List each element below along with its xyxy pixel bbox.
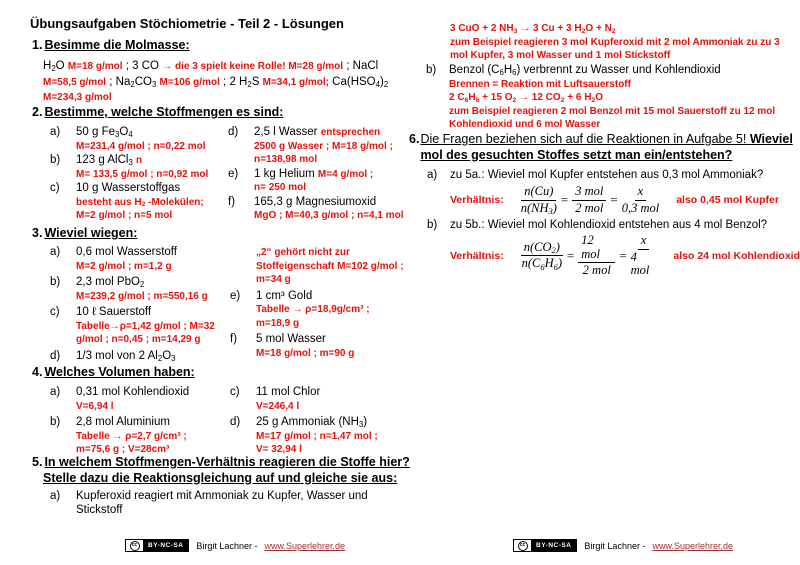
item-text bbox=[76, 276, 208, 303]
text-line: Kupferoxid reagiert mit Ammoniak zu Kupfer, Wasser und bbox=[76, 490, 368, 502]
item-text bbox=[254, 126, 393, 167]
cc-license-badge bbox=[125, 539, 189, 552]
text-line: n=138,98 mol bbox=[254, 154, 318, 165]
section-1-heading bbox=[32, 38, 190, 54]
text-line: M=18 g/mol ; m=90 g bbox=[256, 347, 355, 359]
section-6-heading bbox=[409, 132, 793, 163]
item-text bbox=[76, 416, 187, 457]
item-letter: d) bbox=[230, 416, 241, 428]
text-line: 50 g $Fe_3O_4$ bbox=[76, 126, 133, 140]
item-5b bbox=[426, 64, 775, 132]
item-5a bbox=[50, 490, 368, 517]
section-1-number: 1. bbox=[32, 38, 43, 52]
text-line: Benzol $(C_6H_6)$ verbrennt zu Wasser und Kohlendioxid bbox=[449, 64, 721, 78]
item-letter: c) bbox=[50, 306, 60, 318]
text-line: M=2 g/mol ; n=5 mol bbox=[76, 210, 173, 221]
item-letter: d) bbox=[228, 126, 239, 138]
text-line: Brennen = Reaktion mit Luftsauerstoff bbox=[449, 78, 631, 90]
section-4-number: 4. bbox=[32, 365, 43, 379]
section-1-body bbox=[43, 59, 388, 106]
item-text bbox=[450, 219, 767, 233]
item-text bbox=[256, 246, 404, 287]
text-line: 10 ℓ Sauerstoff bbox=[76, 306, 152, 318]
section-5-heading bbox=[32, 455, 410, 486]
text-line: mol Kupfer, 3 mol Wasser und 1 mol Stickstoff bbox=[450, 50, 671, 61]
text-line: zum Beispiel reagieren 2 mol Benzol mit 15 mol Sauerstoff zu 12 mol bbox=[449, 105, 776, 117]
section-1-title: Besimme die Molmasse: bbox=[44, 38, 190, 52]
fraction: $\frac{\text{3 mol}}{\text{2 mol}}$ bbox=[572, 185, 606, 215]
section-2-title: Bestimme, welche Stoffmengen es sind: bbox=[44, 105, 284, 119]
item-letter: d) bbox=[50, 349, 61, 362]
text-line: 3 CuO + 2 $NH_3 \to 3$ Cu + 3 $H_2O + N_2$ bbox=[450, 23, 616, 35]
item-4b bbox=[50, 416, 189, 457]
item-5b-wrapper bbox=[426, 64, 775, 132]
text-line: 1 cm³ Gold bbox=[256, 289, 313, 302]
equals-sign: = bbox=[619, 247, 627, 263]
footer-right bbox=[513, 539, 733, 552]
item-text bbox=[76, 182, 204, 223]
cc-license-text: BY-NC-SA bbox=[143, 540, 188, 551]
ratio-formula-5b bbox=[450, 234, 800, 278]
item-2a bbox=[50, 126, 208, 153]
section-2-column-left bbox=[50, 126, 208, 224]
section-5-items bbox=[50, 490, 368, 520]
text-line: Stoffeigenschaft M=102 g/mol ; bbox=[256, 260, 404, 272]
item-6b bbox=[427, 219, 767, 233]
text-line: zum Beispiel reagieren 3 mol Kupferoxid mit 2 mol Ammoniak zu zu 3 bbox=[450, 36, 780, 48]
item-letter: c) bbox=[230, 386, 240, 398]
text-line: Tabelle→ρ=1,42 g/mol ; M=32 bbox=[76, 320, 215, 332]
item-letter: a) bbox=[50, 386, 61, 398]
formula-result: also 24 mol Kohlendioxid bbox=[673, 249, 800, 262]
text-line: V=6,94 l bbox=[76, 400, 114, 412]
text-line: 5 mol Wasser bbox=[256, 333, 326, 345]
text-line: 11 mol Chlor bbox=[256, 386, 321, 398]
item-2f bbox=[228, 196, 403, 223]
text-line: 2,3 mol PbO$_2$ bbox=[76, 276, 145, 290]
item-text bbox=[256, 386, 320, 413]
text-line: m=34 g bbox=[256, 274, 291, 285]
text-line: m=18,9 g bbox=[256, 317, 300, 329]
text-line: g/mol ; n=0,45 ; m=14,29 g bbox=[76, 334, 201, 345]
text-line: M= 133,5 g/mol ; n=0,92 mol bbox=[76, 168, 209, 180]
item-2c bbox=[50, 182, 208, 223]
text-line: Stickstoff bbox=[76, 503, 123, 516]
text-line: M=239,2 g/mol ; m=550,16 g bbox=[76, 290, 208, 302]
item-letter: a) bbox=[50, 246, 61, 258]
text-line: 2 $C_6H_6 + 15$ $O_2 \to 12$ $CO_2 + 6$ $H_2O$ bbox=[449, 92, 603, 104]
item-text bbox=[76, 246, 177, 273]
text-line: MgO ; M=40,3 g/mol ; n=4,1 mol bbox=[254, 210, 404, 221]
ratio-formula-5a bbox=[450, 185, 779, 215]
item-6a bbox=[427, 169, 763, 183]
text-line: $H_2O$ M=18 g/mol ; 3 CO → die 3 spielt keine Rolle! M=28 g/mol ; NaCl bbox=[43, 60, 379, 74]
section-5-number: 5. bbox=[32, 455, 43, 469]
item-letter: b) bbox=[50, 276, 61, 288]
section-3-heading bbox=[32, 226, 137, 242]
item-text bbox=[449, 64, 775, 132]
formula-label: Verhältnis: bbox=[450, 249, 504, 262]
section-6-number: 6. bbox=[409, 132, 420, 146]
section-2-column-right bbox=[228, 126, 403, 224]
item-text bbox=[76, 306, 215, 347]
item-text bbox=[256, 290, 370, 331]
text-line: Kohlendioxid und 6 mol Wasser bbox=[449, 119, 601, 130]
cc-icon: cc bbox=[514, 540, 531, 551]
item-letter: b) bbox=[50, 154, 61, 166]
section-5-heading-line2: Stelle dazu die Reaktionsgleichung auf und gleiche sie aus: bbox=[43, 470, 398, 485]
item-2b bbox=[50, 154, 208, 181]
item-letter: c) bbox=[50, 182, 60, 194]
item-text bbox=[76, 350, 176, 364]
item-4a bbox=[50, 386, 189, 413]
item-letter: b) bbox=[50, 416, 61, 428]
text-line: M=58,5 g/mol ; $Na_2CO_3$ M=106 g/mol ; 2 $H_2S$ M=34,1 g/mol; $Ca(HSO_4)_2$ bbox=[43, 75, 389, 89]
item-letter: f) bbox=[230, 333, 238, 345]
author-name: Birgit Lachner - bbox=[196, 540, 258, 551]
text-line: 1 kg Helium M=4 g/mol ; bbox=[254, 167, 374, 180]
item-4d bbox=[230, 416, 378, 457]
fraction: $\frac{x}{\text{0,3 mol}}$ bbox=[621, 184, 660, 215]
text-line: M=231,4 g/mol ; n=0,22 mol bbox=[76, 140, 206, 152]
item-text bbox=[256, 416, 378, 457]
item-letter: a) bbox=[50, 490, 61, 502]
formula-result: also 0,45 mol Kupfer bbox=[676, 194, 779, 206]
section-4-heading bbox=[32, 365, 195, 381]
item-text bbox=[76, 126, 206, 153]
item-6b-wrapper bbox=[427, 219, 767, 233]
formula-label: Verhältnis: bbox=[450, 194, 504, 206]
section-4-column-right bbox=[230, 386, 378, 460]
item-letter: b) bbox=[426, 64, 437, 76]
item-letter: b) bbox=[427, 219, 438, 231]
section-3-title: Wieviel wiegen: bbox=[44, 226, 138, 240]
text-line: Die Fragen beziehen sich auf die Reaktionen in Aufgabe 5! Wieviel bbox=[420, 132, 793, 146]
item-3d bbox=[50, 350, 215, 364]
item-text bbox=[254, 168, 373, 195]
item-letter: a) bbox=[427, 169, 438, 181]
section-3-column-right bbox=[230, 246, 404, 363]
text-line: zu 5a.: Wieviel mol Kupfer entstehen aus 0,3 mol Ammoniak? bbox=[450, 169, 764, 181]
section-3-number: 3. bbox=[32, 226, 43, 240]
answer-5a-text bbox=[450, 22, 780, 63]
text-line: Tabelle → ρ=18,9g/cm³ ; bbox=[256, 304, 370, 315]
fraction: $\frac{n(Cu)}{n(NH_3)}$ bbox=[520, 184, 557, 216]
text-line: 165,3 g Magnesiumoxid bbox=[254, 195, 377, 208]
section-3-column-left bbox=[50, 246, 215, 366]
text-line: 2500 g Wasser ; M=18 g/mol ; bbox=[254, 140, 393, 152]
text-line: „2“ gehört nicht zur bbox=[256, 247, 350, 258]
text-line: V= 32,94 l bbox=[256, 444, 302, 455]
section-5-heading-line1: 5. In welchem Stoffmengen-Verhältnis reagieren die Stoffe hier? bbox=[32, 455, 410, 469]
item-6a-wrapper bbox=[427, 169, 763, 183]
section-6-heading-text bbox=[420, 132, 792, 163]
cc-license-text: BY-NC-SA bbox=[531, 540, 576, 551]
item-letter: f) bbox=[228, 195, 236, 208]
text-line: 10 g Wasserstoffgas bbox=[76, 182, 181, 194]
superlehrer-link[interactable]: www.Superlehrer.de bbox=[264, 540, 345, 551]
section-2-heading bbox=[32, 105, 283, 121]
superlehrer-link[interactable]: www.Superlehrer.de bbox=[652, 540, 733, 551]
section-4-title: Welches Volumen haben: bbox=[44, 365, 195, 379]
text-line: zu 5b.: Wieviel mol Kohlendioxid entstehen aus 4 mol Benzol? bbox=[450, 219, 768, 231]
page-title: Übungsaufgaben Stöchiometrie - Teil 2 - Lösungen bbox=[30, 16, 344, 31]
text-line: V=246,4 l bbox=[256, 400, 300, 412]
item-letter: a) bbox=[50, 126, 61, 138]
text-line: 0,31 mol Kohlendioxid bbox=[76, 386, 190, 398]
text-line: 25 g Ammoniak $(NH_3)$ bbox=[256, 416, 368, 430]
text-line: M=2 g/mol ; m=1,2 g bbox=[76, 260, 172, 272]
footer-left bbox=[125, 539, 345, 552]
item-text bbox=[256, 333, 354, 360]
item-3b bbox=[50, 276, 215, 303]
section-4-column-left bbox=[50, 386, 189, 460]
equals-sign: = bbox=[560, 192, 569, 207]
author-name: Birgit Lachner - bbox=[584, 540, 646, 551]
item-text bbox=[76, 154, 208, 181]
item-2e bbox=[228, 168, 403, 195]
text-line: 123 g AlCl$_3$ n bbox=[76, 154, 143, 168]
text-line: 2,8 mol Aluminium bbox=[76, 416, 170, 428]
section-2-number: 2. bbox=[32, 105, 43, 119]
item-text bbox=[450, 169, 763, 183]
fraction: $\frac{n(CO_2)}{n(C_6H_6)}$ bbox=[521, 239, 563, 272]
item-letter: e) bbox=[230, 289, 241, 302]
text-line: 0,6 mol Wasserstoff bbox=[76, 246, 177, 258]
item-3c bbox=[50, 306, 215, 347]
fraction: $\frac{x}{\text{4 mol}}$ bbox=[630, 233, 650, 277]
text-line: Tabelle → ρ=2,7 g/cm³ ; bbox=[76, 430, 187, 442]
cc-license-badge bbox=[513, 539, 577, 552]
equals-sign: = bbox=[610, 192, 618, 207]
text-line: M=234,3 g/mol bbox=[43, 92, 112, 104]
item-text bbox=[76, 490, 368, 517]
cc-icon: cc bbox=[126, 540, 143, 551]
item-2d bbox=[228, 126, 403, 167]
text-line: n= 250 mol bbox=[254, 182, 306, 193]
item-letter: e) bbox=[228, 167, 239, 180]
text-line: m=75,6 g ; V=28cm³ bbox=[76, 444, 170, 455]
text-line: mol des gesuchten Stoffes setzt man ein/entstehen? bbox=[420, 147, 733, 162]
item-3f bbox=[230, 333, 404, 360]
item-3e bbox=[230, 290, 404, 331]
item-text bbox=[254, 196, 403, 223]
text-line: 2,5 l Wasser entsprechen bbox=[254, 126, 381, 138]
item-4c bbox=[230, 386, 378, 413]
item-3d-note bbox=[230, 246, 404, 287]
text-line: M=17 g/mol ; n=1,47 mol ; bbox=[256, 430, 378, 442]
fraction: $\frac{\text{12 mol}}{\text{2 mol}}$ bbox=[578, 234, 615, 278]
item-3a bbox=[50, 246, 215, 273]
item-text bbox=[76, 386, 189, 413]
text-line: 1/3 mol von 2 $Al_2O_3$ bbox=[76, 349, 176, 363]
equals-sign: = bbox=[566, 247, 575, 263]
text-line: besteht aus $H_2$ -Molekülen; bbox=[76, 196, 204, 209]
